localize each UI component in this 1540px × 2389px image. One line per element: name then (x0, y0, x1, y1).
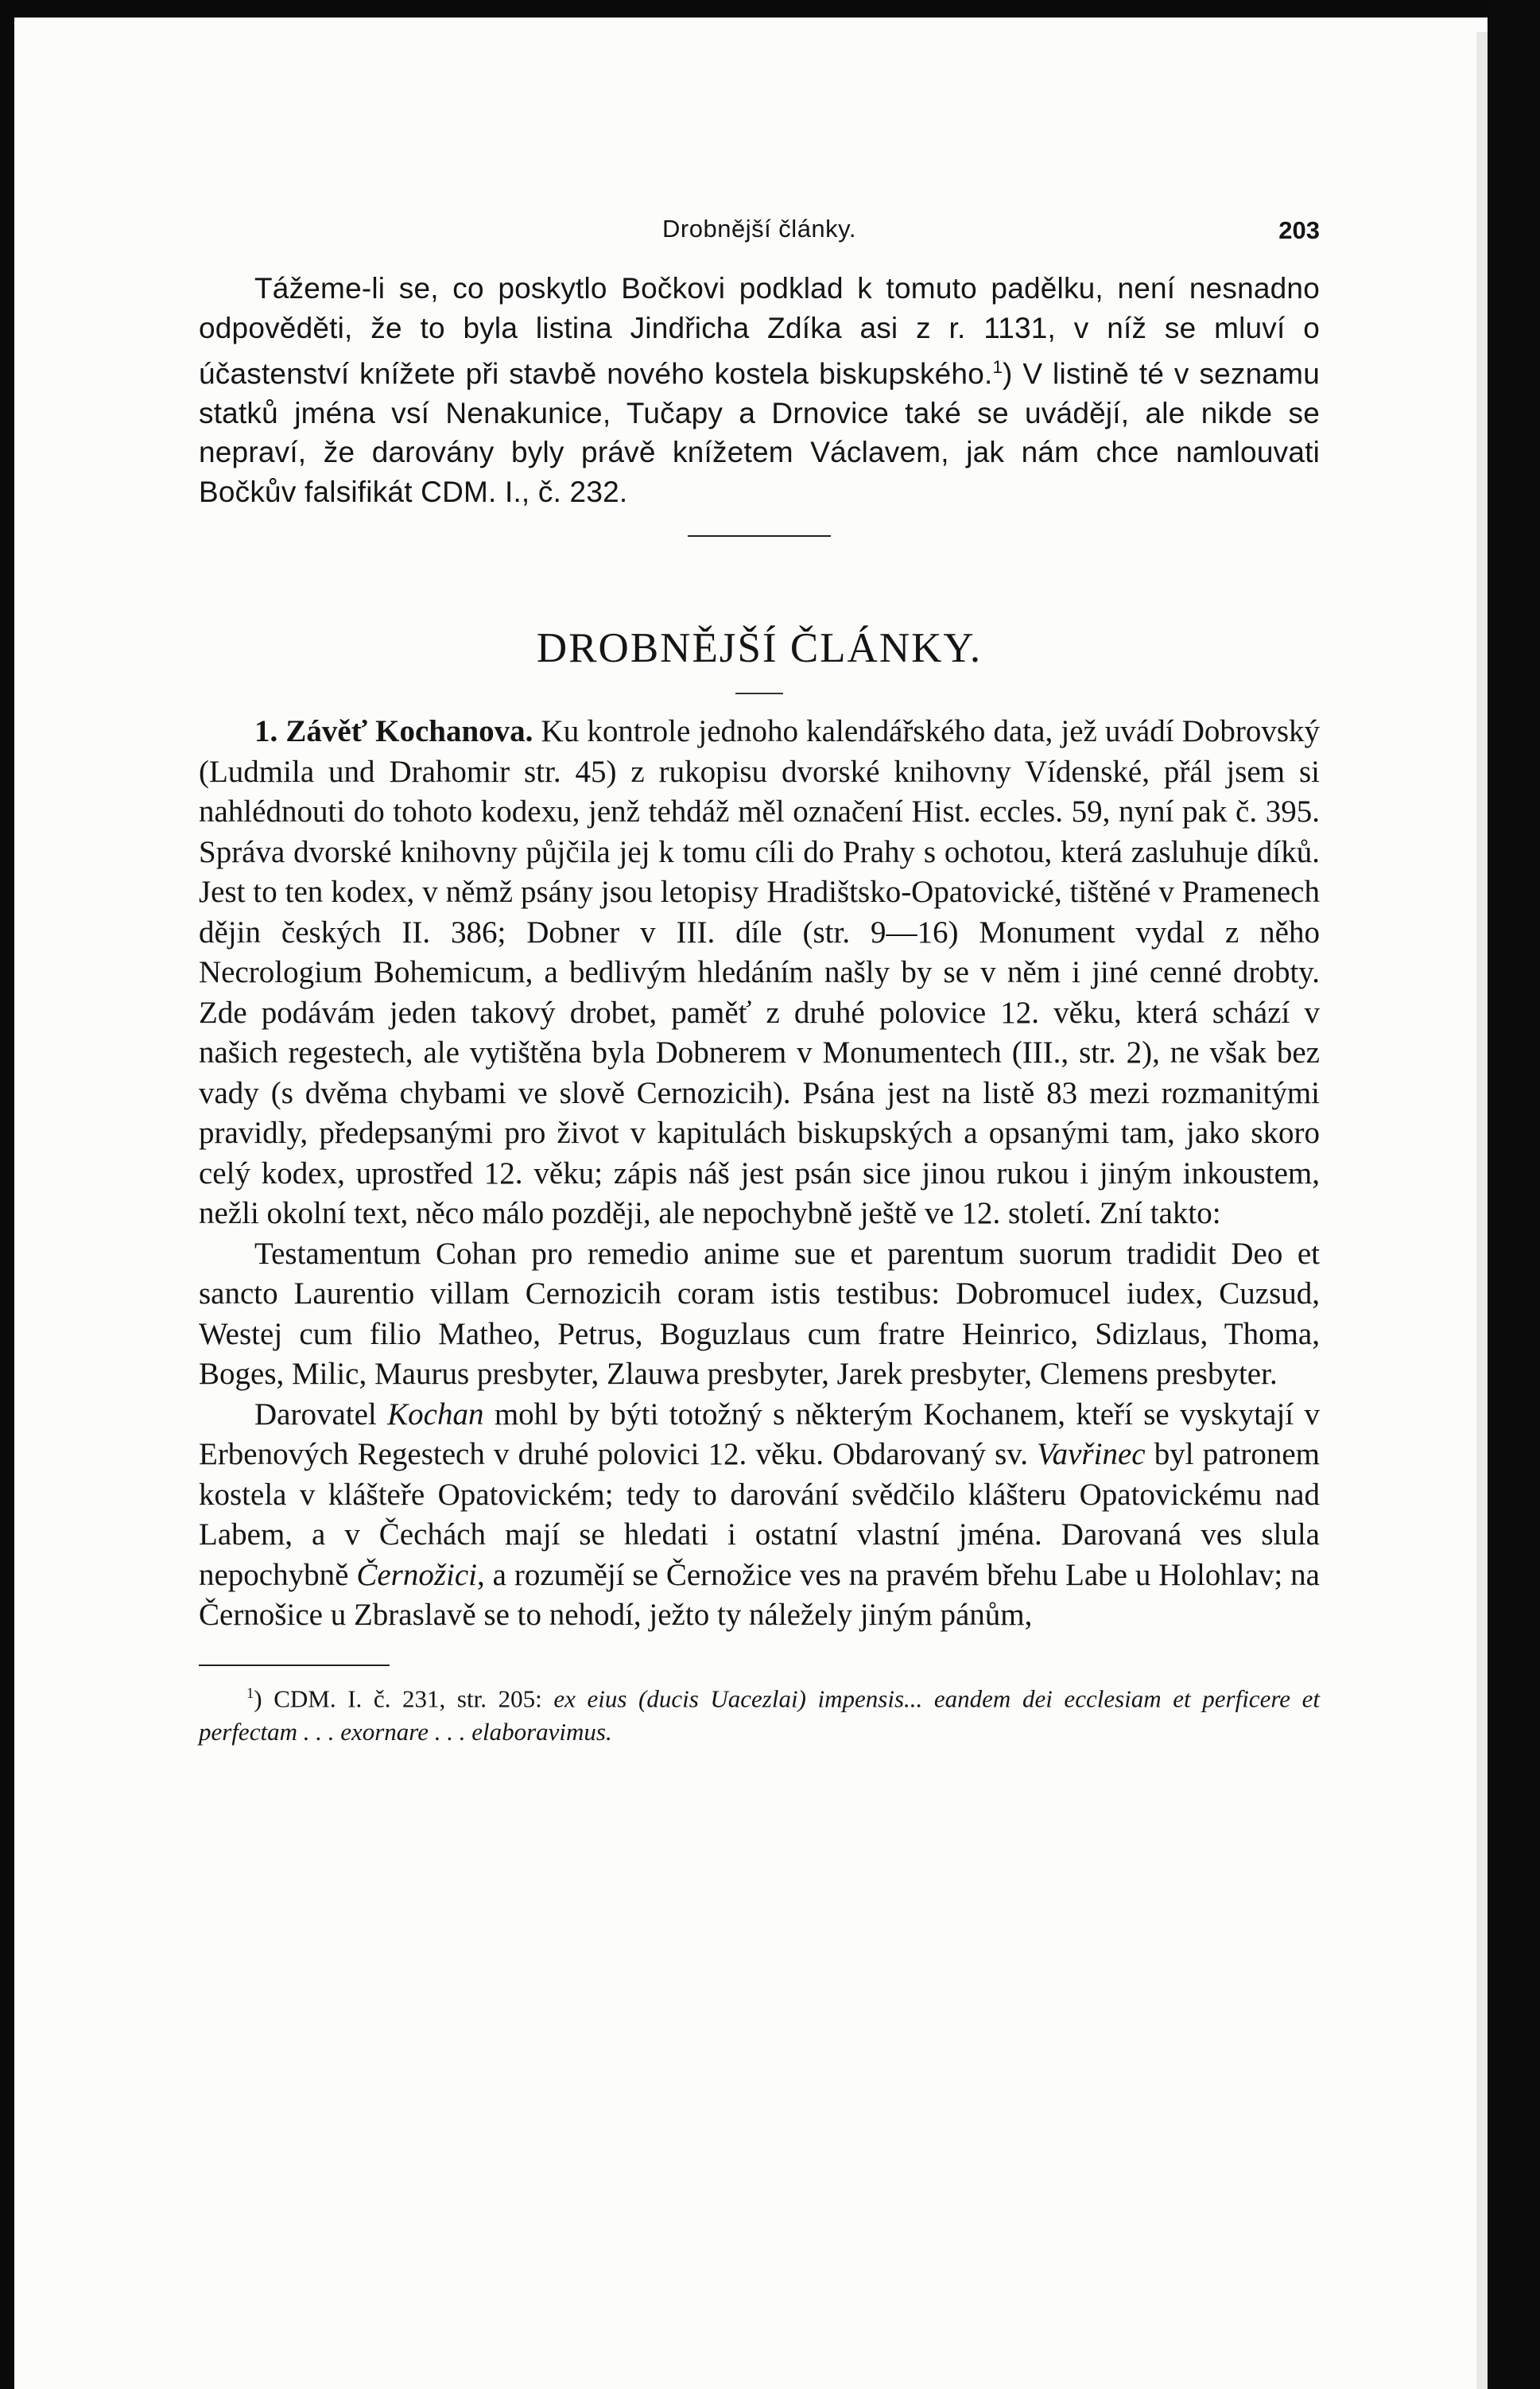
page-content (199, 215, 1320, 1749)
article-paragraph-3 (199, 1395, 1320, 1636)
article-paragraph-1 (199, 712, 1320, 1234)
footnote-marker: 1 (246, 1684, 254, 1702)
title-divider (735, 693, 783, 694)
name-vavrinec: Vavřinec (1037, 1437, 1146, 1472)
footnote (199, 1677, 1320, 1749)
lead-text-a: Tážeme-li se, co poskytlo Bočkovi podklad k tomuto padělku, není nesnadno odpověděti, že to byla listina Jindřicha Zdíka asi z r. 1131, v níž se mluví o účastenství knížete při stavbě nového kostela biskupského. (199, 272, 1320, 390)
article-text-1: Ku kontrole jednoho kalendářského data, jež uvádí Dobrovský (Ludmila und Drahomir str. 45) z rukopisu dvorské knihovny Vídenské, přál jsem si nahlédnouti do tohoto kodexu, jenž tehdáž měl označení Hist. eccles. 59, nyní pak č. 395. Správa dvorské knihovny půjčila jej k tomu cíli do Prahy s ochotou, která zasluhuje díků. Jest to ten kodex, v němž psány jsou letopisy Hradištsko-Opatovické, tištěné v Pramenech dějin českých II. 386; Dobner v III. díle (str. 9—16) Monument vydal z něho Necrologium Bohemicum, a bedlivým hledáním našly by se v něm i jiné cenné drobty. Zde podávám jeden takový drobet, paměť z druhé polovice 12. věku, která schází v našich regestech, ale vytištěna byla Dobnerem v Monumentech (III., str. 2), ne však bez vady (s dvěma chybami ve slově Cernozicih). Psána jest na listě 83 mezi rozmanitými pravidly, předepsanými pro život v kapitulách biskupských a opsanými tam, jako skoro celý kodex, uprostřed 12. věku; zápis náš jest psán sice jinou rukou i jiným inkoustem, nežli okolní text, něco málo později, ale nepochybně ještě ve 12. století. Zní takto: (199, 714, 1321, 1231)
lead-paragraph (199, 269, 1320, 511)
footnote-text: ) CDM. I. č. 231, str. 205: (254, 1684, 554, 1713)
page-header (199, 215, 1320, 262)
running-head: Drobnější články. (662, 215, 856, 243)
section-divider (688, 535, 831, 537)
scan-border-left (0, 0, 14, 2389)
p3-part-d: , a rozumějí se Černožice ves na pravém břehu Labe u Holohlav; na Černošice u Zbraslavě se to nehodí, ježto ty náležely jiným pánům, (199, 1557, 1320, 1633)
latin-quote: Testamentum Cohan pro remedio anime sue et parentum suorum tradidit Deo et sancto Laurentio villam Cernozicih coram istis testibus: Dobromucel iudex, Cuzsud, Westej cum filio Matheo, Petrus, Boguzlaus cum fratre Heinrico, Sdizlaus, Thoma, Boges, Milic, Maurus presbyter, Zlauwa presbyter, Jarek presbyter, Clemens presbyter. (199, 1236, 1320, 1392)
p3-part-a: Darovatel (254, 1396, 388, 1431)
footnote-ref: 1 (992, 357, 1003, 377)
scan-border-right (1488, 0, 1540, 2389)
footnote-quote: ex eius (ducis Uacezlai) impensis... eandem dei ecclesiam et perficere et perfectam . . . exornare . . . elaboravimus. (199, 1684, 1320, 1746)
p3-part-c: byl patronem kostela v klášteře Opatovickém; tedy to darování svědčilo klášteru Opatovickému nad Labem, a v Čechách mají se hledati i ostatní vlastní jména. Darovaná ves slula nepochybně (199, 1437, 1320, 1592)
scan-border-top (0, 0, 1540, 17)
footnote-divider (199, 1665, 390, 1666)
name-kochan: Kochan (387, 1396, 484, 1431)
article-number: 1. (254, 714, 278, 749)
page-edge-shadow (1476, 32, 1488, 2389)
article-heading: Závěť Kochanova. (285, 714, 533, 749)
page-number: 203 (1278, 216, 1320, 244)
section-title: DROBNĚJŠÍ ČLÁNKY. (536, 625, 983, 672)
lead-text-b: ) V listině té v seznamu statků jména vsí Nenakunice, Tučapy a Drnovice také se uvádějí, ale nikde se nepraví, že darovány byly právě knížetem Václavem, jak nám chce namlouvati Bočkův falsifikát CDM. I., č. 232. (199, 357, 1320, 508)
p3-part-b: mohl by býti totožný s některým Kochanem, kteří se vyskytají v Erbenových Regestech v druhé polovici 12. věku. Obdarovaný sv. (199, 1396, 1320, 1472)
name-cernozici: Černožici (356, 1557, 478, 1592)
